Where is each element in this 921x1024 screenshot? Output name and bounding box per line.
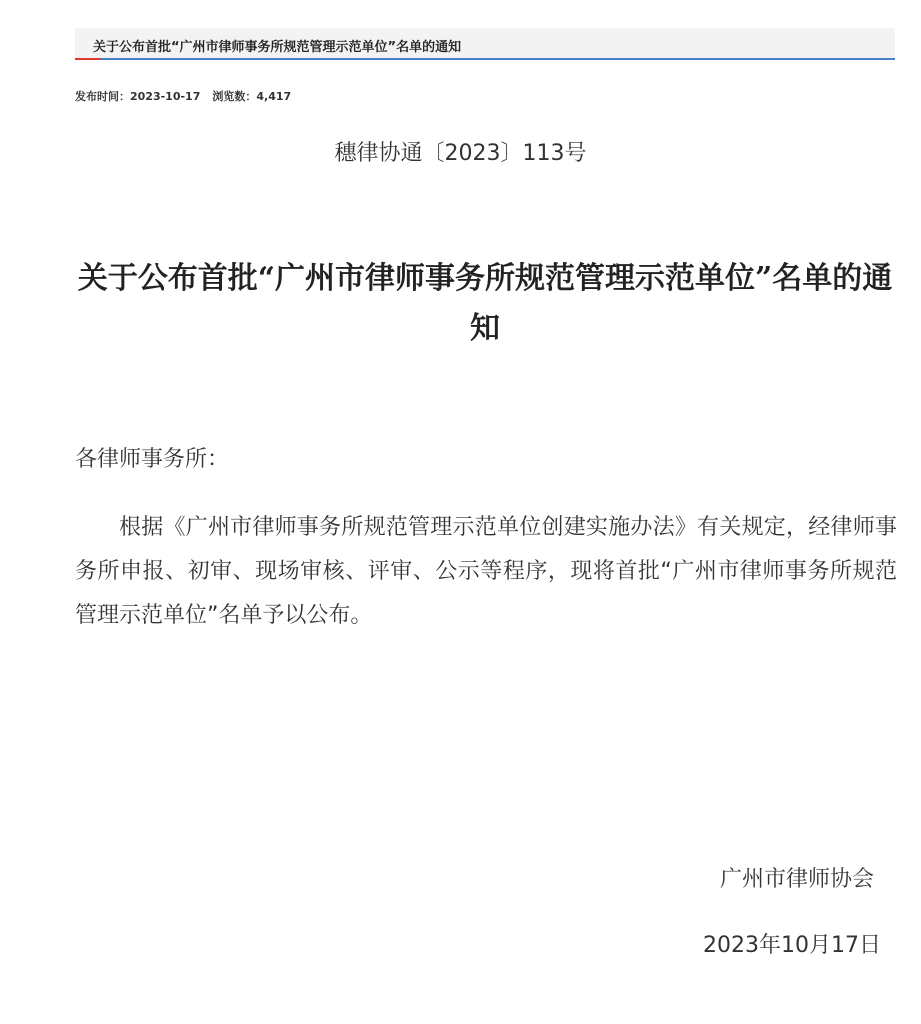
article-meta (75, 88, 291, 104)
article-header-title: 关于公布首批“广州市律师事务所规范管理示范单位”名单的通知 (93, 40, 462, 55)
header-accent-line (75, 58, 101, 60)
view-count-value: 4,417 (256, 90, 292, 103)
signature-organization: 广州市律师协会 (719, 867, 874, 892)
document-body: 根据《广州市律师事务所规范管理示范单位创建实施办法》有关规定，经律师事务所申报、初审、现场审核、评审、公示等程序，现将首批“广州市律师事务所规范管理示范单位”名单予以公布。 (75, 515, 897, 628)
publish-time-label: 发布时间： (75, 90, 130, 103)
document-number: 穗律协通〔2023〕113号 (334, 141, 587, 166)
article-header-bar (75, 28, 895, 60)
view-count-label: 浏览数： (212, 90, 257, 103)
document-title: 关于公布首批“广州市律师事务所规范管理示范单位”名单的通知 (77, 261, 893, 346)
document-salutation: 各律师事务所： (75, 447, 230, 472)
signature-date: 2023年10月17日 (703, 933, 881, 958)
publish-time-value: 2023-10-17 (130, 90, 201, 103)
